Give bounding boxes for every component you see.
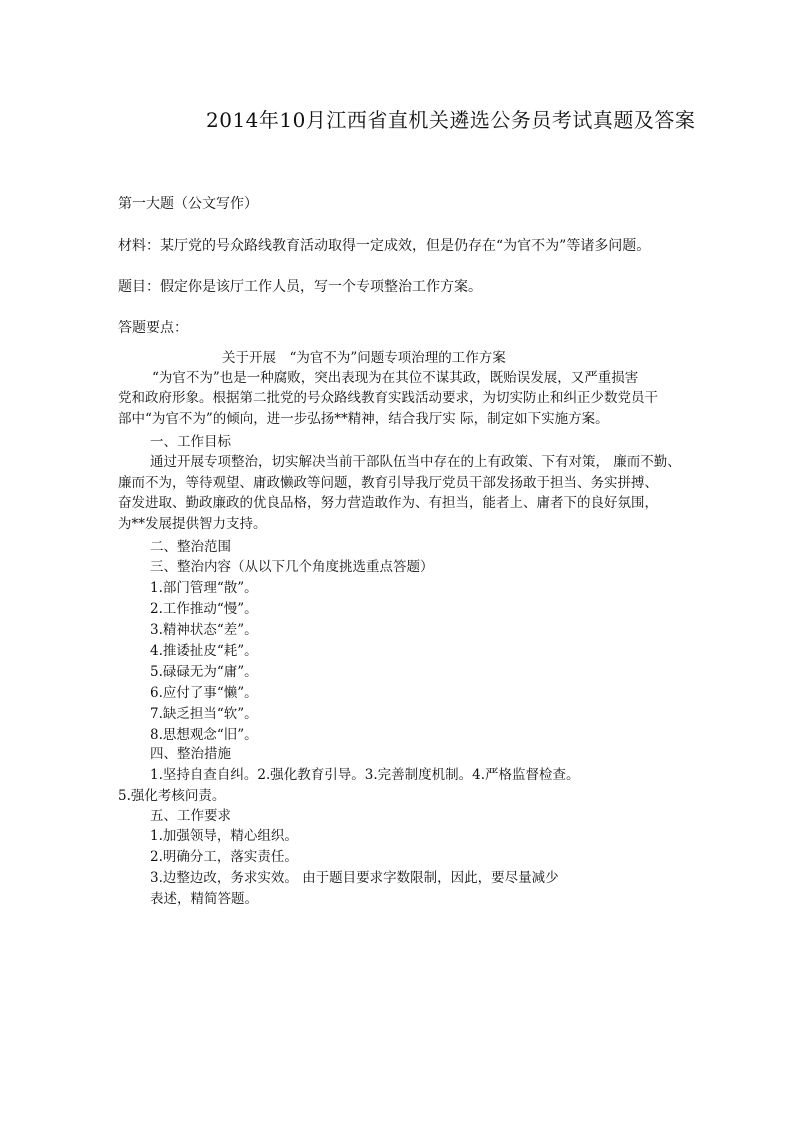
content-item: 5.碌碌无为“庸”。	[150, 664, 258, 680]
requirement-item: 3.边整边改，务求实效。 由于题目要求字数限制，因此，要尽量减少	[150, 870, 559, 886]
heading-measures: 四、整治措施	[150, 746, 231, 762]
intro-line: “为官不为”也是一种腐败，突出表现为在其位不谋其政，既贻误发展，又严重损害	[152, 370, 639, 386]
requirement-item: 表述，精简答题。	[150, 891, 258, 907]
content-item: 1.部门管理“散”。	[150, 580, 258, 596]
material-text: 材料：某厅党的号众路线教育活动取得一定成效，但是仍存在“为官不为”等诸多问题。	[118, 238, 651, 254]
intro-line: 党和政府形象。根据第二批党的号众路线教育实践活动要求，为切实防止和纠正少数党员干	[118, 390, 658, 406]
content-item: 6.应付了事“懒”。	[150, 685, 258, 701]
document-title: 2014年10月江西省直机关遴选公务员考试真题及答案	[206, 108, 696, 132]
answer-points-label: 答题要点：	[118, 320, 188, 336]
heading-scope: 二、整治范围	[150, 539, 231, 555]
content-item: 8.思想观念“旧”。	[150, 727, 258, 743]
requirement-item: 1.加强领导，精心组织。	[150, 828, 298, 844]
content-item: 4.推诿扯皮“耗”。	[150, 643, 258, 659]
measures-line: 5.强化考核问责。	[118, 788, 226, 804]
section-heading: 第一大题（公文写作）	[118, 196, 258, 212]
goal-line: 廉而不为，等待观望、庸政懒政等问题，教育引导我厅党员干部发扬敢于担当、务实拼搏、	[118, 475, 658, 491]
requirement-item: 2.明确分工，落实责任。	[150, 849, 298, 865]
content-item: 2.工作推动“慢”。	[150, 601, 258, 617]
goal-line: 奋发进取、勤政廉政的优良品格，努力营造敢作为、有担当，能者上、庸者下的良好氛围，	[118, 495, 658, 511]
intro-line: 部中“为官不为”的倾向，进一步弘扬**精神，结合我厅实 际，制定如下实施方案。	[118, 411, 609, 427]
heading-goal: 一、工作目标	[150, 434, 231, 450]
measures-line: 1.坚持自查自纠。2.强化教育引导。3.完善制度机制。4.严格监督检查。	[150, 767, 580, 783]
content-item: 3.精神状态“差”。	[150, 622, 258, 638]
plan-title: 关于开展 “为官不为”问题专项治理的工作方案	[222, 350, 506, 366]
goal-line: 为**发展提供智力支持。	[118, 516, 267, 532]
question-text: 题目：假定你是该厅工作人员，写一个专项整治工作方案。	[118, 279, 482, 295]
heading-requirements: 五、工作要求	[150, 808, 231, 824]
heading-content: 三、整治内容（从以下几个角度挑选重点答题）	[150, 559, 434, 575]
content-item: 7.缺乏担当“软”。	[150, 706, 258, 722]
goal-line: 通过开展专项整治，切实解决当前干部队伍当中存在的上有政策、下有对策， 廉而不勤、	[150, 454, 681, 470]
